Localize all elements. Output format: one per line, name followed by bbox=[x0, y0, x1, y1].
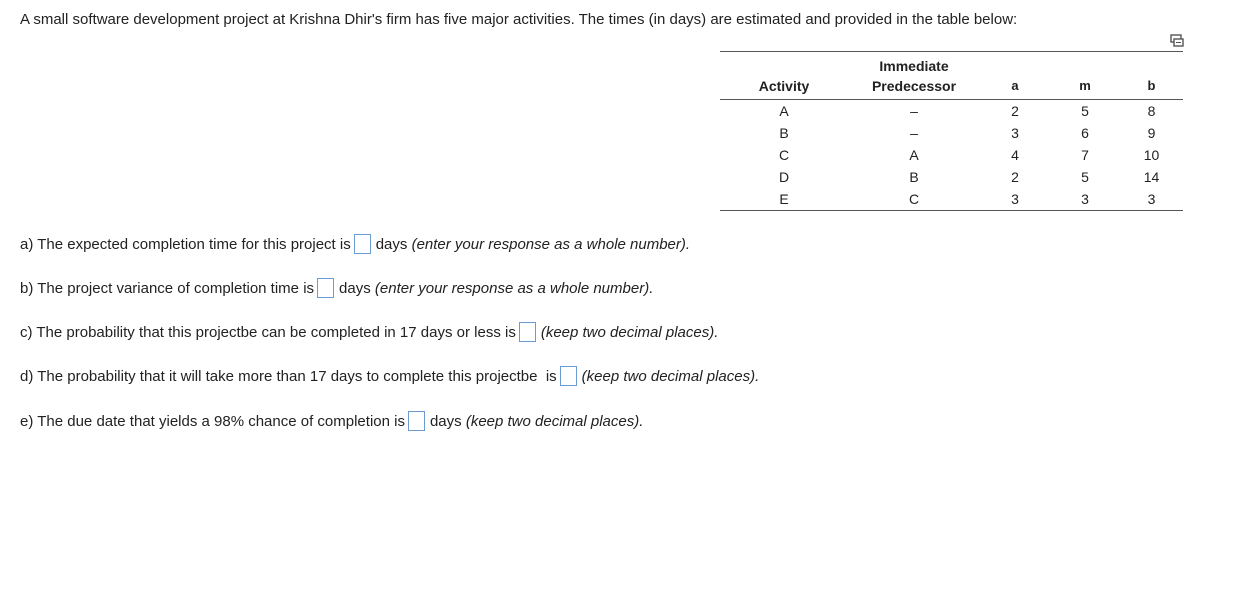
answer-d-input[interactable] bbox=[560, 366, 577, 386]
question-b bbox=[20, 277, 653, 299]
cell-a: 4 bbox=[1011, 147, 1019, 163]
answer-c-input[interactable] bbox=[519, 322, 536, 342]
question-d bbox=[20, 365, 759, 387]
header-activity: Activity bbox=[758, 78, 810, 94]
header-predecessor-line2: Predecessor bbox=[871, 78, 957, 94]
cell-m: 5 bbox=[1081, 169, 1089, 185]
answer-e-input[interactable] bbox=[408, 411, 425, 431]
cell-m: 7 bbox=[1081, 147, 1089, 163]
cell-m: 3 bbox=[1081, 191, 1089, 207]
cell-predecessor: – bbox=[910, 125, 918, 141]
table-row bbox=[720, 100, 1183, 123]
cell-b: 10 bbox=[1143, 147, 1160, 163]
question-e-text: e) The due date that yields a 98% chance of completion is bbox=[20, 412, 405, 430]
cell-a: 3 bbox=[1011, 191, 1019, 207]
question-d-text: d) The probability that it will take more than 17 days to complete this projectbe is bbox=[20, 367, 557, 385]
question-d-hint: (keep two decimal places). bbox=[581, 367, 760, 385]
header-b: b bbox=[1147, 78, 1156, 93]
cell-a: 3 bbox=[1011, 125, 1019, 141]
cell-a: 2 bbox=[1011, 169, 1019, 185]
header-a: a bbox=[1011, 78, 1019, 93]
problem-intro: A small software development project at Krishna Dhir's firm has five major activities. The times (in days) are estimated and provided in the table below: bbox=[20, 11, 1018, 28]
question-e bbox=[20, 410, 643, 432]
header-m: m bbox=[1079, 78, 1091, 93]
question-a-hint: (enter your response as a whole number). bbox=[411, 235, 691, 253]
cell-activity: C bbox=[778, 147, 790, 163]
question-b-unit: days bbox=[339, 279, 371, 297]
question-c-text: c) The probability that this projectbe can be completed in 17 days or less is bbox=[20, 323, 516, 341]
copy-table-icon[interactable] bbox=[1170, 33, 1184, 47]
cell-m: 5 bbox=[1081, 103, 1089, 119]
question-c-hint: (keep two decimal places). bbox=[540, 323, 719, 341]
table-row bbox=[720, 122, 1183, 144]
cell-b: 8 bbox=[1147, 103, 1156, 119]
cell-m: 6 bbox=[1081, 125, 1089, 141]
table-row bbox=[720, 166, 1183, 188]
cell-a: 2 bbox=[1011, 103, 1019, 119]
cell-b: 3 bbox=[1147, 191, 1156, 207]
question-a-text: a) The expected completion time for this project is bbox=[20, 235, 351, 253]
question-c bbox=[20, 321, 718, 343]
cell-b: 9 bbox=[1147, 125, 1156, 141]
table-row bbox=[720, 144, 1183, 166]
question-e-unit: days bbox=[429, 412, 462, 430]
header-immediate-predecessor bbox=[848, 52, 980, 100]
header-predecessor-line1: Immediate bbox=[879, 58, 949, 74]
activity-table bbox=[720, 51, 1183, 211]
question-e-hint: (keep two decimal places). bbox=[465, 412, 644, 430]
cell-activity: E bbox=[779, 191, 789, 207]
cell-activity: A bbox=[779, 103, 789, 119]
cell-predecessor: B bbox=[909, 169, 919, 185]
cell-b: 14 bbox=[1143, 169, 1160, 185]
question-a-unit: days bbox=[375, 235, 408, 253]
cell-activity: B bbox=[779, 125, 789, 141]
cell-activity: D bbox=[778, 169, 790, 185]
cell-predecessor: A bbox=[909, 147, 919, 163]
question-a bbox=[20, 233, 690, 255]
table-header-row bbox=[720, 52, 1183, 100]
table-row bbox=[720, 188, 1183, 211]
answer-a-input[interactable] bbox=[354, 234, 371, 254]
cell-predecessor: C bbox=[908, 191, 920, 207]
question-b-text: b) The project variance of completion time is bbox=[20, 279, 315, 297]
cell-predecessor: – bbox=[910, 103, 918, 119]
answer-b-input[interactable] bbox=[317, 278, 334, 298]
question-b-hint: (enter your response as a whole number). bbox=[374, 279, 654, 297]
